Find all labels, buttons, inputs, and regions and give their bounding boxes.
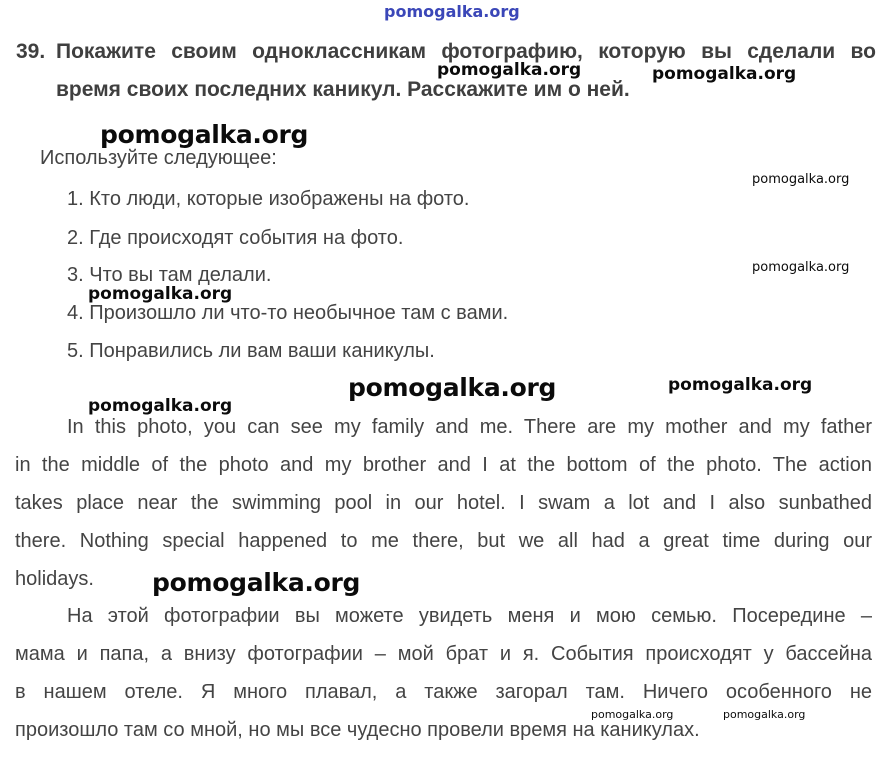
watermark-text: pomogalka.org: [752, 172, 850, 187]
watermark-text: pomogalka.org: [100, 120, 309, 149]
paragraph-line: there. Nothing special happened to me there, but we all had a great time during our: [15, 530, 872, 552]
instruction-text: Используйте следующее:: [40, 147, 277, 169]
question-item: 4. Произошло ли что-то необычное там с вами.: [67, 302, 509, 324]
watermark-text: pomogalka.org: [88, 396, 233, 416]
question-item: 3. Что вы там делали.: [67, 264, 272, 286]
paragraph-line: произошло там со мной, но мы все чудесно провели время на каникулах.: [15, 719, 700, 741]
question-item: 1. Кто люди, которые изображены на фото.: [67, 188, 470, 210]
question-item: 5. Понравились ли вам ваши каникулы.: [67, 340, 435, 362]
watermark-text: pomogalka.org: [752, 260, 850, 275]
task-text-line-1: Покажите своим одноклассникам фотографию, которую вы сделали во: [56, 40, 876, 63]
watermark-text: pomogalka.org: [348, 373, 557, 402]
watermark-text: pomogalka.org: [88, 284, 233, 304]
paragraph-line: в нашем отеле. Я много плавал, а также загорал там. Ничего особенного не: [15, 681, 872, 703]
watermark-text: pomogalka.org: [152, 568, 361, 597]
paragraph-line: in the middle of the photo and my brother and I at the bottom of the photo. The action: [15, 454, 872, 476]
paragraph-line: takes place near the swimming pool in our hotel. I swam a lot and I also sunbathed: [15, 492, 872, 514]
watermark-text: pomogalka.org: [723, 708, 806, 721]
paragraph-line: На этой фотографии вы можете увидеть меня и мою семью. Посередине –: [67, 605, 872, 627]
watermark-text: pomogalka.org: [668, 375, 813, 395]
watermark-text: pomogalka.org: [591, 708, 674, 721]
watermark-text: pomogalka.org: [384, 2, 520, 21]
task-text-line-2: время своих последних каникул. Расскажите им о ней.: [56, 78, 630, 101]
watermark-text: pomogalka.org: [437, 60, 582, 80]
paragraph-line: holidays.: [15, 568, 94, 590]
task-number: 39.: [16, 40, 46, 63]
question-item: 2. Где происходят события на фото.: [67, 227, 404, 249]
task-heading: [16, 33, 876, 109]
paragraph-line: мама и папа, а внизу фотографии – мой брат и я. События происходят у бассейна: [15, 643, 872, 665]
watermark-text: pomogalka.org: [652, 64, 797, 84]
paragraph-line: In this photo, you can see my family and me. There are my mother and my father: [67, 416, 872, 438]
russian-paragraph: [15, 597, 872, 749]
english-paragraph: [15, 408, 872, 598]
